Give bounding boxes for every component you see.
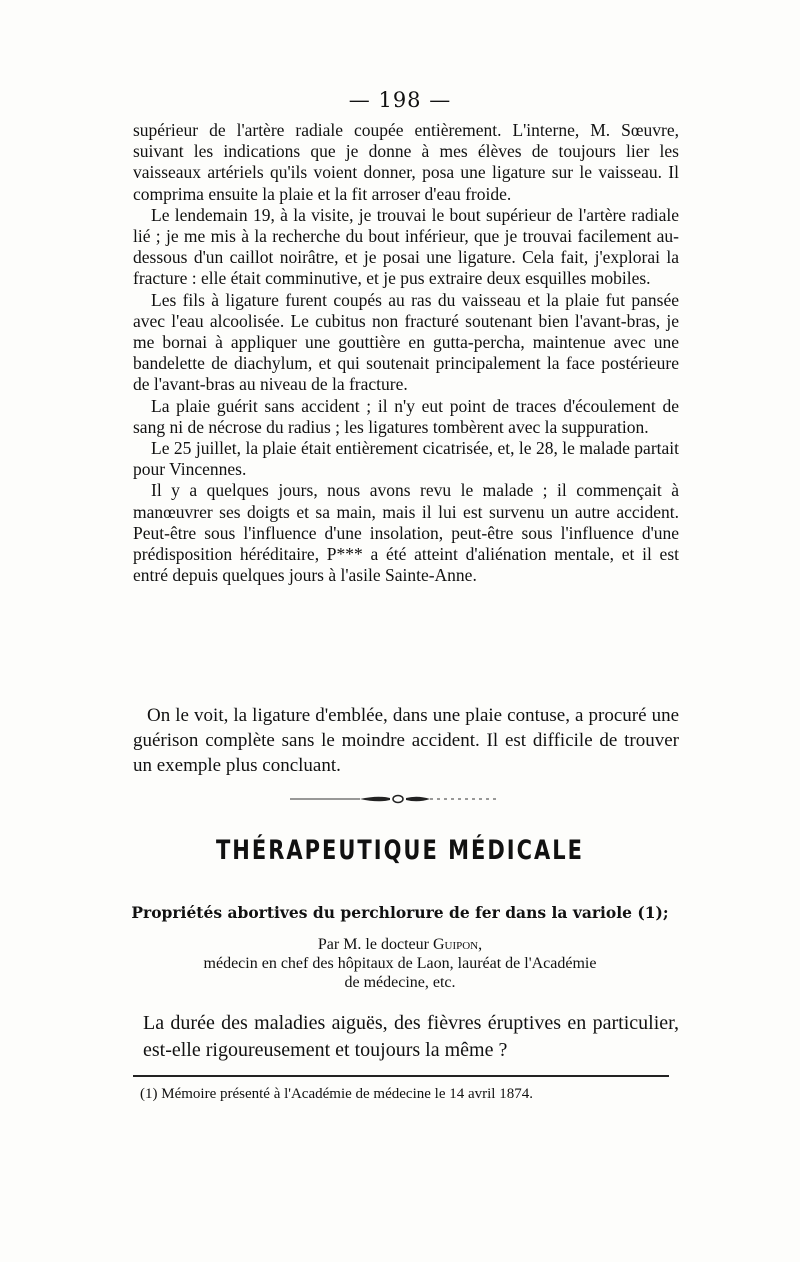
paragraph: supérieur de l'artère radiale coupée entièrement. L'interne, M. Sœuvre, suivant les indications que je donne à mes élèves de toujours lier les vaisseaux artériels qu'ils voient donner, posa une ligature sur le vaisseau. Il comprima ensuite la plaie et la fit arroser d'eau froide. (133, 120, 679, 204)
article-opening (143, 1010, 679, 1064)
byline (0, 935, 800, 992)
author-line (0, 935, 800, 954)
footnote-divider (133, 1075, 669, 1077)
conclusion-paragraph: On le voit, la ligature d'emblée, dans une plaie contuse, a procuré une guérison complète sans le moindre accident. Il est difficile de trouver un exemple plus concluant. (133, 705, 679, 776)
byline-prefix: Par M. le docteur (317, 936, 429, 953)
body-text (133, 120, 679, 586)
section-title: THÉRAPEUTIQUE MÉDICALE (215, 835, 585, 865)
footnote: (1) Mémoire présenté à l'Académie de médecine le 14 avril 1874. (140, 1086, 533, 1102)
page-number: — 198 — (348, 88, 452, 112)
paragraph: Le lendemain 19, à la visite, je trouvai le bout supérieur de l'artère radiale lié ; je me mis à la recherche du bout inférieur, que je trouvai facilement au-dessous d'un caillot noirâtre, et je posai une ligature. Cela fait, j'explorai la fracture : elle était comminutive, et je pus extraire deux esquilles mobiles. (133, 204, 679, 289)
author-name: Guipon, (432, 936, 483, 953)
paragraph: La plaie guérit sans accident ; il n'y eut point de traces d'écoulement de sang ni de nécrose du radius ; les ligatures tombèrent avec la suppuration. (133, 395, 679, 437)
conclusion (133, 703, 679, 778)
paragraph: Les fils à ligature furent coupés au ras du vaisseau et la plaie fut pansée avec l'eau alcoolisée. Le cubitus non fracturé soutenant bien l'avant-bras, je me bornai à appliquer une gouttière en gutta-percha, maintenue avec une bandelette de diachylum, et qui soutenait principalement la face postérieure de l'avant-bras au niveau de la fracture. (133, 289, 679, 395)
affiliation-line: de médecine, etc. (344, 974, 456, 991)
paragraph: Il y a quelques jours, nous avons revu le malade ; il commençait à manœuvrer ses doigts et sa main, mais il lui est survenu un autre accident. Peut-être sous l'influence d'une insolation, peut-être sous l'influence d'une prédisposition héréditaire, P*** a été atteint d'aliénation mentale, et il est entré depuis quelques jours à l'asile Sainte-Anne. (133, 480, 679, 586)
ornament-divider (290, 792, 500, 806)
affiliation-line: médecin en chef des hôpitaux de Laon, lauréat de l'Académie (203, 955, 597, 972)
paragraph: Le 25 juillet, la plaie était entièrement cicatrisée, et, le 28, le malade partait pour Vincennes. (133, 438, 679, 480)
article-title: Propriétés abortives du perchlorure de fer dans la variole (1); (131, 903, 669, 922)
opening-paragraph: La durée des maladies aiguës, des fièvres éruptives en particulier, est-elle rigoureusement et toujours la même ? (143, 1012, 679, 1061)
